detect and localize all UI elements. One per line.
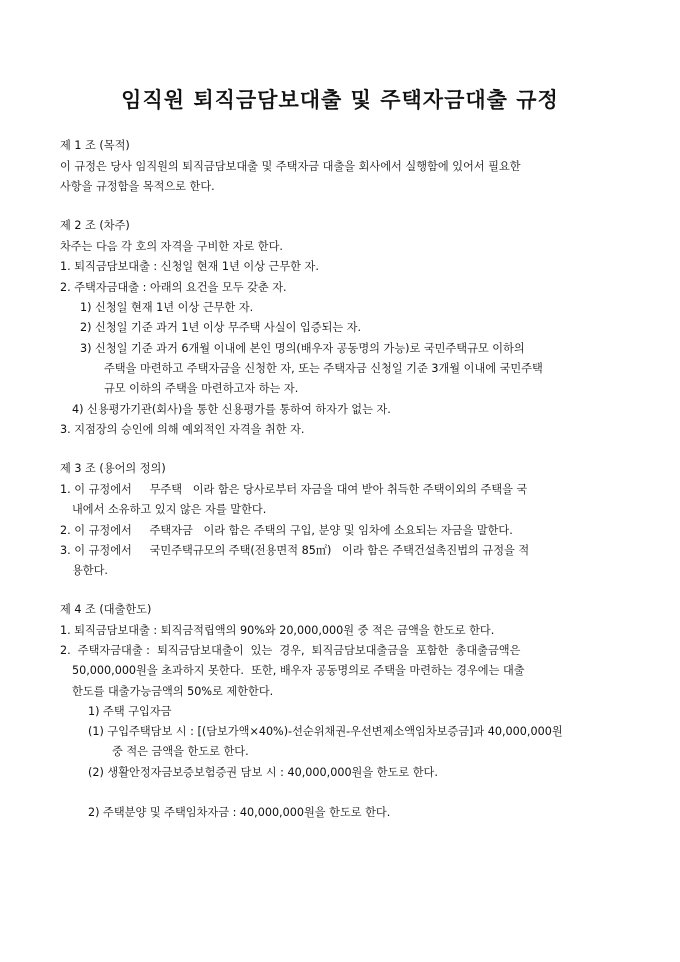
article-2-intro: 차주는 다음 각 호의 자격을 구비한 자로 한다. [60,240,283,253]
article-1-heading: 제 1 조 (목적) [60,139,130,152]
article-2-sub-1: 1) 신청일 현재 1년 이상 근무한 자. [80,301,254,314]
article-2-item-1: 1. 퇴직금담보대출 : 신청일 현재 1년 이상 근무한 자. [60,260,319,273]
article-3-item-2: 2. 이 규정에서 주택자금 이라 함은 주택의 구입, 분양 및 임차에 소요되는 자금을 말한다. [60,524,513,537]
article-2-heading: 제 2 조 (차주) [60,219,130,232]
article-3-item-3-line-2: 용한다. [72,564,108,577]
article-4-sub-1-2: (2) 생활안정자금보증보험증권 담보 시 : 40,000,000원을 한도로 한다. [88,766,438,779]
article-2-sub-4: 4) 신용평가기관(회사)을 통한 신용평가를 통하여 하자가 없는 자. [72,403,391,416]
article-4-sub-1-1-line-2: 중 적은 금액을 한도로 한다. [112,745,249,758]
article-4-sub-1: 1) 주택 구입자금 [88,705,172,718]
article-2-sub-3-line-3: 규모 이하의 주택을 마련하고자 하는 자. [104,382,299,395]
article-2-item-3: 3. 지점장의 승인에 의해 예외적인 자격을 취한 자. [60,423,305,436]
article-3-heading: 제 3 조 (용어의 정의) [60,462,166,475]
article-3-item-3-line-1: 3. 이 규정에서 국민주택규모의 주택(전용면적 85㎡) 이라 함은 주택건설촉진법의 규정을 적 [60,544,530,557]
article-4-item-1: 1. 퇴직금담보대출 : 퇴직금적립액의 90%와 20,000,000원 중 적은 금액을 한도로 한다. [60,624,495,637]
article-2-sub-2: 2) 신청일 기준 과거 1년 이상 무주택 사실이 입증되는 자. [80,321,362,334]
document-title: 임직원 퇴직금담보대출 및 주택자금대출 규정 [121,88,559,112]
article-3-item-1-line-1: 1. 이 규정에서 무주택 이라 함은 당사로부터 자금을 대여 받아 취득한 주택이외의 주택을 국 [60,483,528,496]
article-1-text-line-2: 사항을 규정함을 목적으로 한다. [60,180,215,193]
article-4-sub-2: 2) 주택분양 및 주택임차자금 : 40,000,000원을 한도로 한다. [88,806,391,819]
article-3-item-1-line-2: 내에서 소유하고 있지 않은 자를 말한다. [72,503,267,516]
article-4-heading: 제 4 조 (대출한도) [60,603,152,616]
article-4-item-2-line-1: 2. 주택자금대출 : 퇴직금담보대출이 있는 경우, 퇴직금담보대출금을 포함한 총대출금액은 [60,644,521,657]
article-2-sub-3-line-1: 3) 신청일 기준 과거 6개월 이내에 본인 명의(배우자 공동명의 가능)로 국민주택규모 이하의 [80,342,525,355]
article-2-sub-3-line-2: 주택을 마련하고 주택자금을 신청한 자, 또는 주택자금 신청일 기준 3개월 이내에 국민주택 [104,362,543,375]
article-1-text-line-1: 이 규정은 당사 임직원의 퇴직금담보대출 및 주택자금 대출을 회사에서 실행함에 있어서 필요한 [60,160,521,173]
article-2-item-2: 2. 주택자금대출 : 아래의 요건을 모두 갖춘 자. [60,281,287,294]
article-4-item-2-line-3: 한도를 대출가능금액의 50%로 제한한다. [72,685,274,698]
article-4-item-2-line-2: 50,000,000원을 초과하지 못한다. 또한, 배우자 공동명의로 주택을 마련하는 경우에는 대출 [72,664,525,677]
article-4-sub-1-1-line-1: (1) 구입주택담보 시 : [(담보가액×40%)-선순위채권-우선변제소액임차보증금]과 40,000,000원 [88,725,563,738]
